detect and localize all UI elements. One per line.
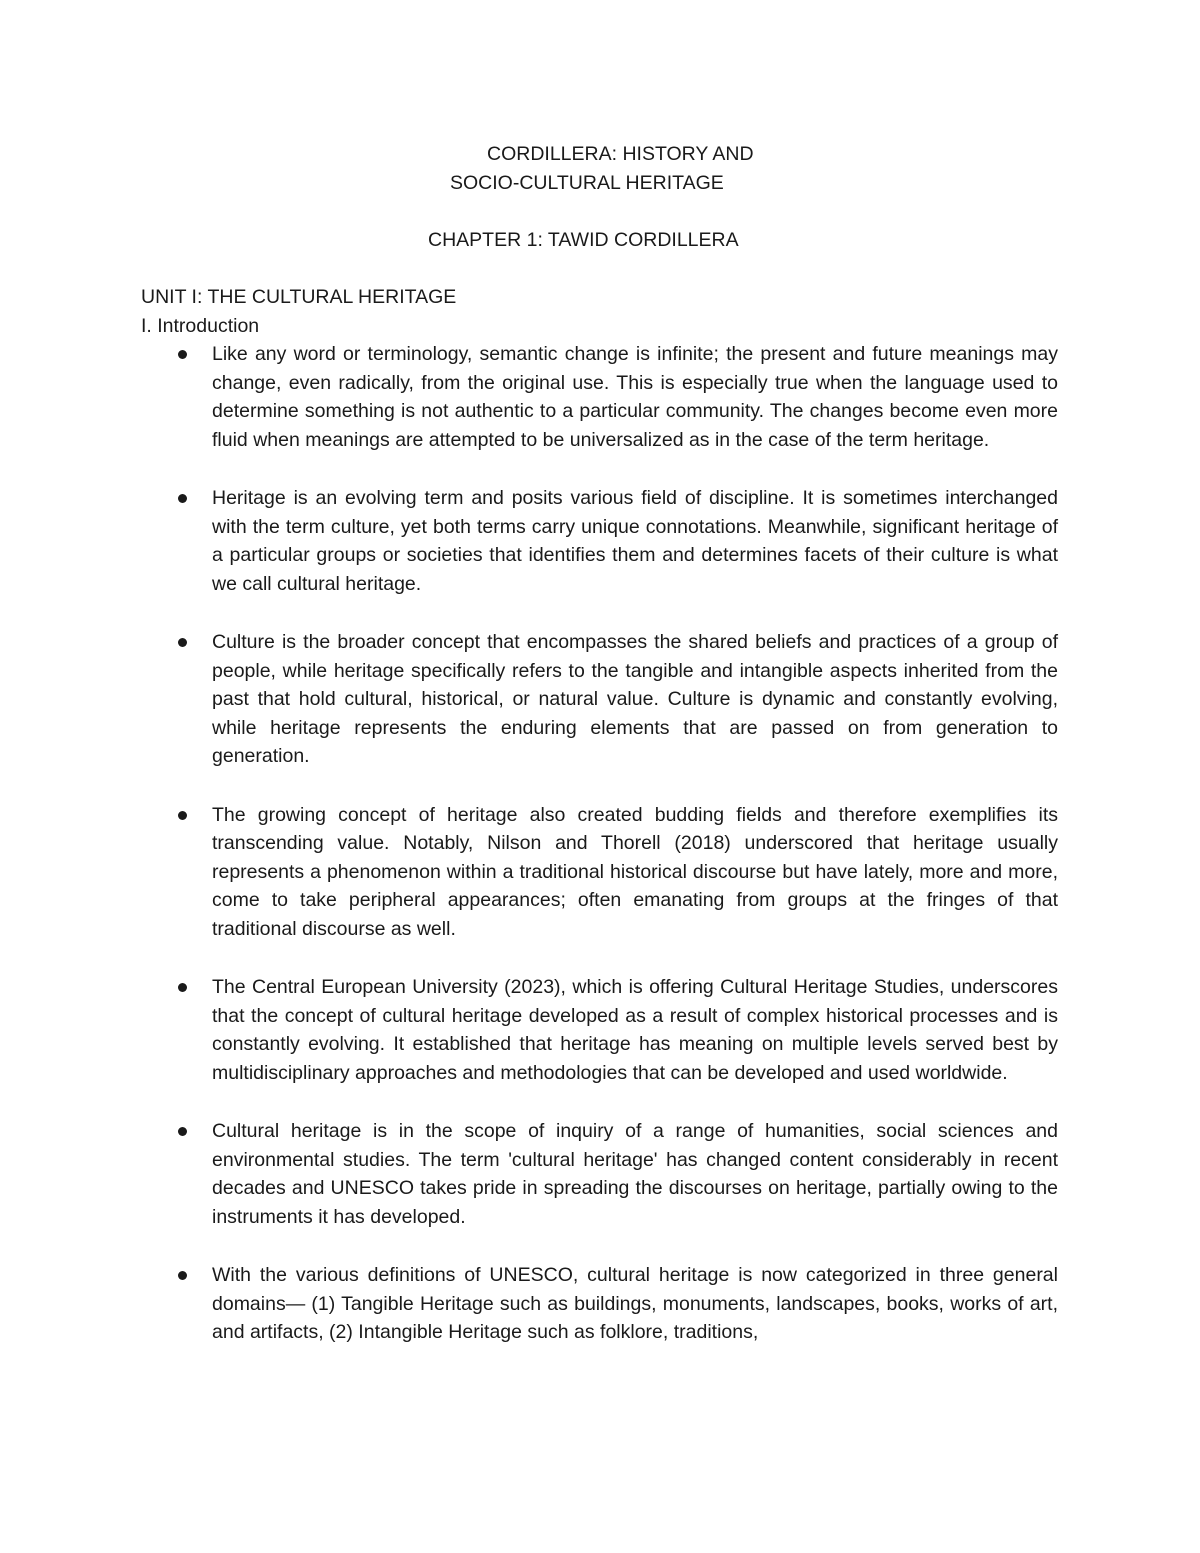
document-title-line-1: CORDILLERA: HISTORY AND (487, 143, 754, 165)
bullet-icon (178, 638, 187, 647)
list-item (0, 801, 1200, 944)
chapter-heading: CHAPTER 1: TAWID CORDILLERA (428, 229, 739, 251)
section-heading: I. Introduction (141, 315, 260, 337)
unit-heading: UNIT I: THE CULTURAL HERITAGE (141, 286, 457, 308)
bullet-icon (178, 494, 187, 503)
bullet-icon (178, 1271, 187, 1280)
list-item (0, 340, 1200, 454)
list-item (0, 1117, 1200, 1231)
document-title-line-2: SOCIO-CULTURAL HERITAGE (450, 172, 724, 194)
list-item (0, 484, 1200, 598)
bullet-icon (178, 811, 187, 820)
bullet-text: Heritage is an evolving term and posits various field of discipline. It is sometimes interchanged with the term culture, yet both terms carry unique connotations. Meanwhile, significant heritage of a particular groups or societies that identifies them and determines facets of their culture is what we call cultural heritage. (212, 487, 1058, 595)
bullet-icon (178, 1127, 187, 1136)
bullet-text: The Central European University (2023), which is offering Cultural Heritage Studies, underscores that the concept of cultural heritage developed as a result of complex historical processes and is constantly evolving. It established that heritage has meaning on multiple levels served best by multidisciplinary approaches and methodologies that can be developed and used worldwide. (212, 976, 1058, 1084)
bullet-icon (178, 983, 187, 992)
list-item (0, 628, 1200, 771)
bullet-text: Like any word or terminology, semantic change is infinite; the present and future meanings may change, even radically, from the original use. This is especially true when the language used to determine something is not authentic to a particular community. The changes become even more fluid when meanings are attempted to be universalized as in the case of the term heritage. (212, 343, 1058, 451)
bullet-text: Cultural heritage is in the scope of inquiry of a range of humanities, social sciences and environmental studies. The term 'cultural heritage' has changed content considerably in recent decades and UNESCO takes pride in spreading the discourses on heritage, partially owing to the instruments it has developed. (212, 1120, 1058, 1228)
bullet-text: With the various definitions of UNESCO, cultural heritage is now categorized in three general domains— (1) Tangible Heritage such as buildings, monuments, landscapes, books, works of art, and artifacts, (2) Intangible Heritage such as folklore, traditions, (212, 1264, 1058, 1343)
bullet-text: The growing concept of heritage also created budding fields and therefore exemplifies its transcending value. Notably, Nilson and Thorell (2018) underscored that heritage usually represents a phenomenon within a traditional historical discourse but have lately, more and more, come to take peripheral appearances; often emanating from groups at the fringes of that traditional discourse as well. (212, 803, 1058, 940)
bullet-text: Culture is the broader concept that encompasses the shared beliefs and practices of a group of people, while heritage specifically refers to the tangible and intangible aspects inherited from the past that hold cultural, historical, or natural value. Culture is dynamic and constantly evolving, while heritage represents the enduring elements that are passed on from generation to generation. (212, 631, 1058, 767)
bullet-icon (178, 350, 187, 359)
list-item (0, 1261, 1200, 1347)
list-item (0, 973, 1200, 1087)
bullet-list (0, 340, 1200, 1377)
